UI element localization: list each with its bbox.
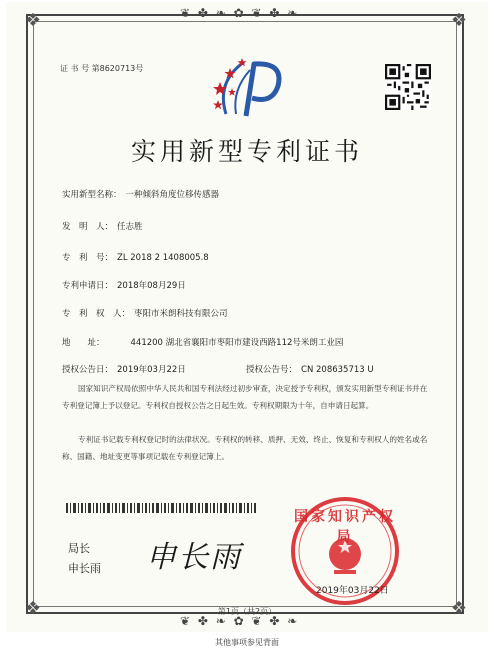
- field-label: 专 利 号：: [62, 253, 114, 263]
- director-name: 申长雨: [68, 562, 101, 575]
- seal-text: 国家知识产权局: [294, 509, 396, 545]
- field-application-date: [62, 279, 186, 291]
- footer-note: 其他事项参见背面: [215, 638, 279, 647]
- director-signature: 申长雨: [146, 540, 242, 575]
- field-utility-model-name: [62, 188, 219, 200]
- field-value: 任志胜: [117, 222, 143, 232]
- field-address: [62, 336, 343, 348]
- grant-number-value: CN 208635713 U: [301, 365, 374, 375]
- corner-ornament-tl: ❖: [24, 10, 42, 31]
- field-value: 441200 湖北省襄阳市枣阳市建设西路112号米朗工业园: [130, 338, 344, 348]
- field-label: 地 址：: [62, 338, 105, 348]
- field-grant-date: [62, 363, 186, 375]
- paragraph-register-statement: 专利证书记载专利权登记时的法律状况。专利权的转移、质押、无效、终止、恢复和专利权人的姓名或名称、国籍、地址变更等事项记载在专利登记簿上。: [62, 435, 428, 461]
- field-patentee: [62, 307, 228, 319]
- grant-number-label: 授权公告号：: [246, 365, 298, 375]
- bottom-ornament: ❦ ✤ ❧ ✿ ❦ ✤ ❧: [180, 614, 300, 628]
- field-value: ZL 2018 2 1408005.8: [117, 253, 209, 263]
- corner-ornament-bl: ❖: [24, 598, 42, 619]
- corner-ornament-tr: ❖: [450, 10, 468, 31]
- page-number: 第1页（共2页）: [217, 607, 277, 616]
- field-label: 专利申请日：: [62, 281, 114, 291]
- certificate-title: 实用新型专利证书: [130, 137, 363, 166]
- barcode-icon: [66, 503, 256, 513]
- field-label: 实用新型名称：: [62, 190, 122, 200]
- field-inventor: [62, 220, 143, 232]
- field-value: 2018年08月29日: [117, 281, 186, 291]
- paragraph-grant-statement: 国家知识产权局依照中华人民共和国专利法经过初步审查，决定授予专利权，颁发实用新型专利证书并在专利登记簿上予以登记。专利权自授权公告之日起生效。专利权期限为十年，自申请日起算。: [62, 384, 428, 410]
- certificate-serial: 证 书 号 第8620713号: [60, 64, 144, 73]
- seal-date: 2019年03月22日: [316, 586, 389, 596]
- grant-date-label: 授权公告日：: [62, 365, 114, 375]
- field-label: 发 明 人：: [62, 222, 114, 232]
- field-patent-number: [62, 251, 209, 263]
- qr-code-icon: [385, 64, 431, 110]
- top-ornament: ❦ ✤ ❧ ✿ ❦ ✤ ❧: [180, 6, 300, 20]
- field-grant-number: [246, 363, 374, 375]
- field-value: 一种倾斜角度位移传感器: [125, 190, 220, 200]
- corner-ornament-br: ❖: [450, 598, 468, 619]
- field-value: 枣阳市米朗科技有限公司: [134, 309, 228, 319]
- grant-date-value: 2019年03月22日: [117, 365, 186, 375]
- cnipa-logo-icon: [206, 52, 290, 124]
- director-title: 局长: [68, 542, 90, 555]
- field-label: 专 利 权 人：: [62, 309, 131, 319]
